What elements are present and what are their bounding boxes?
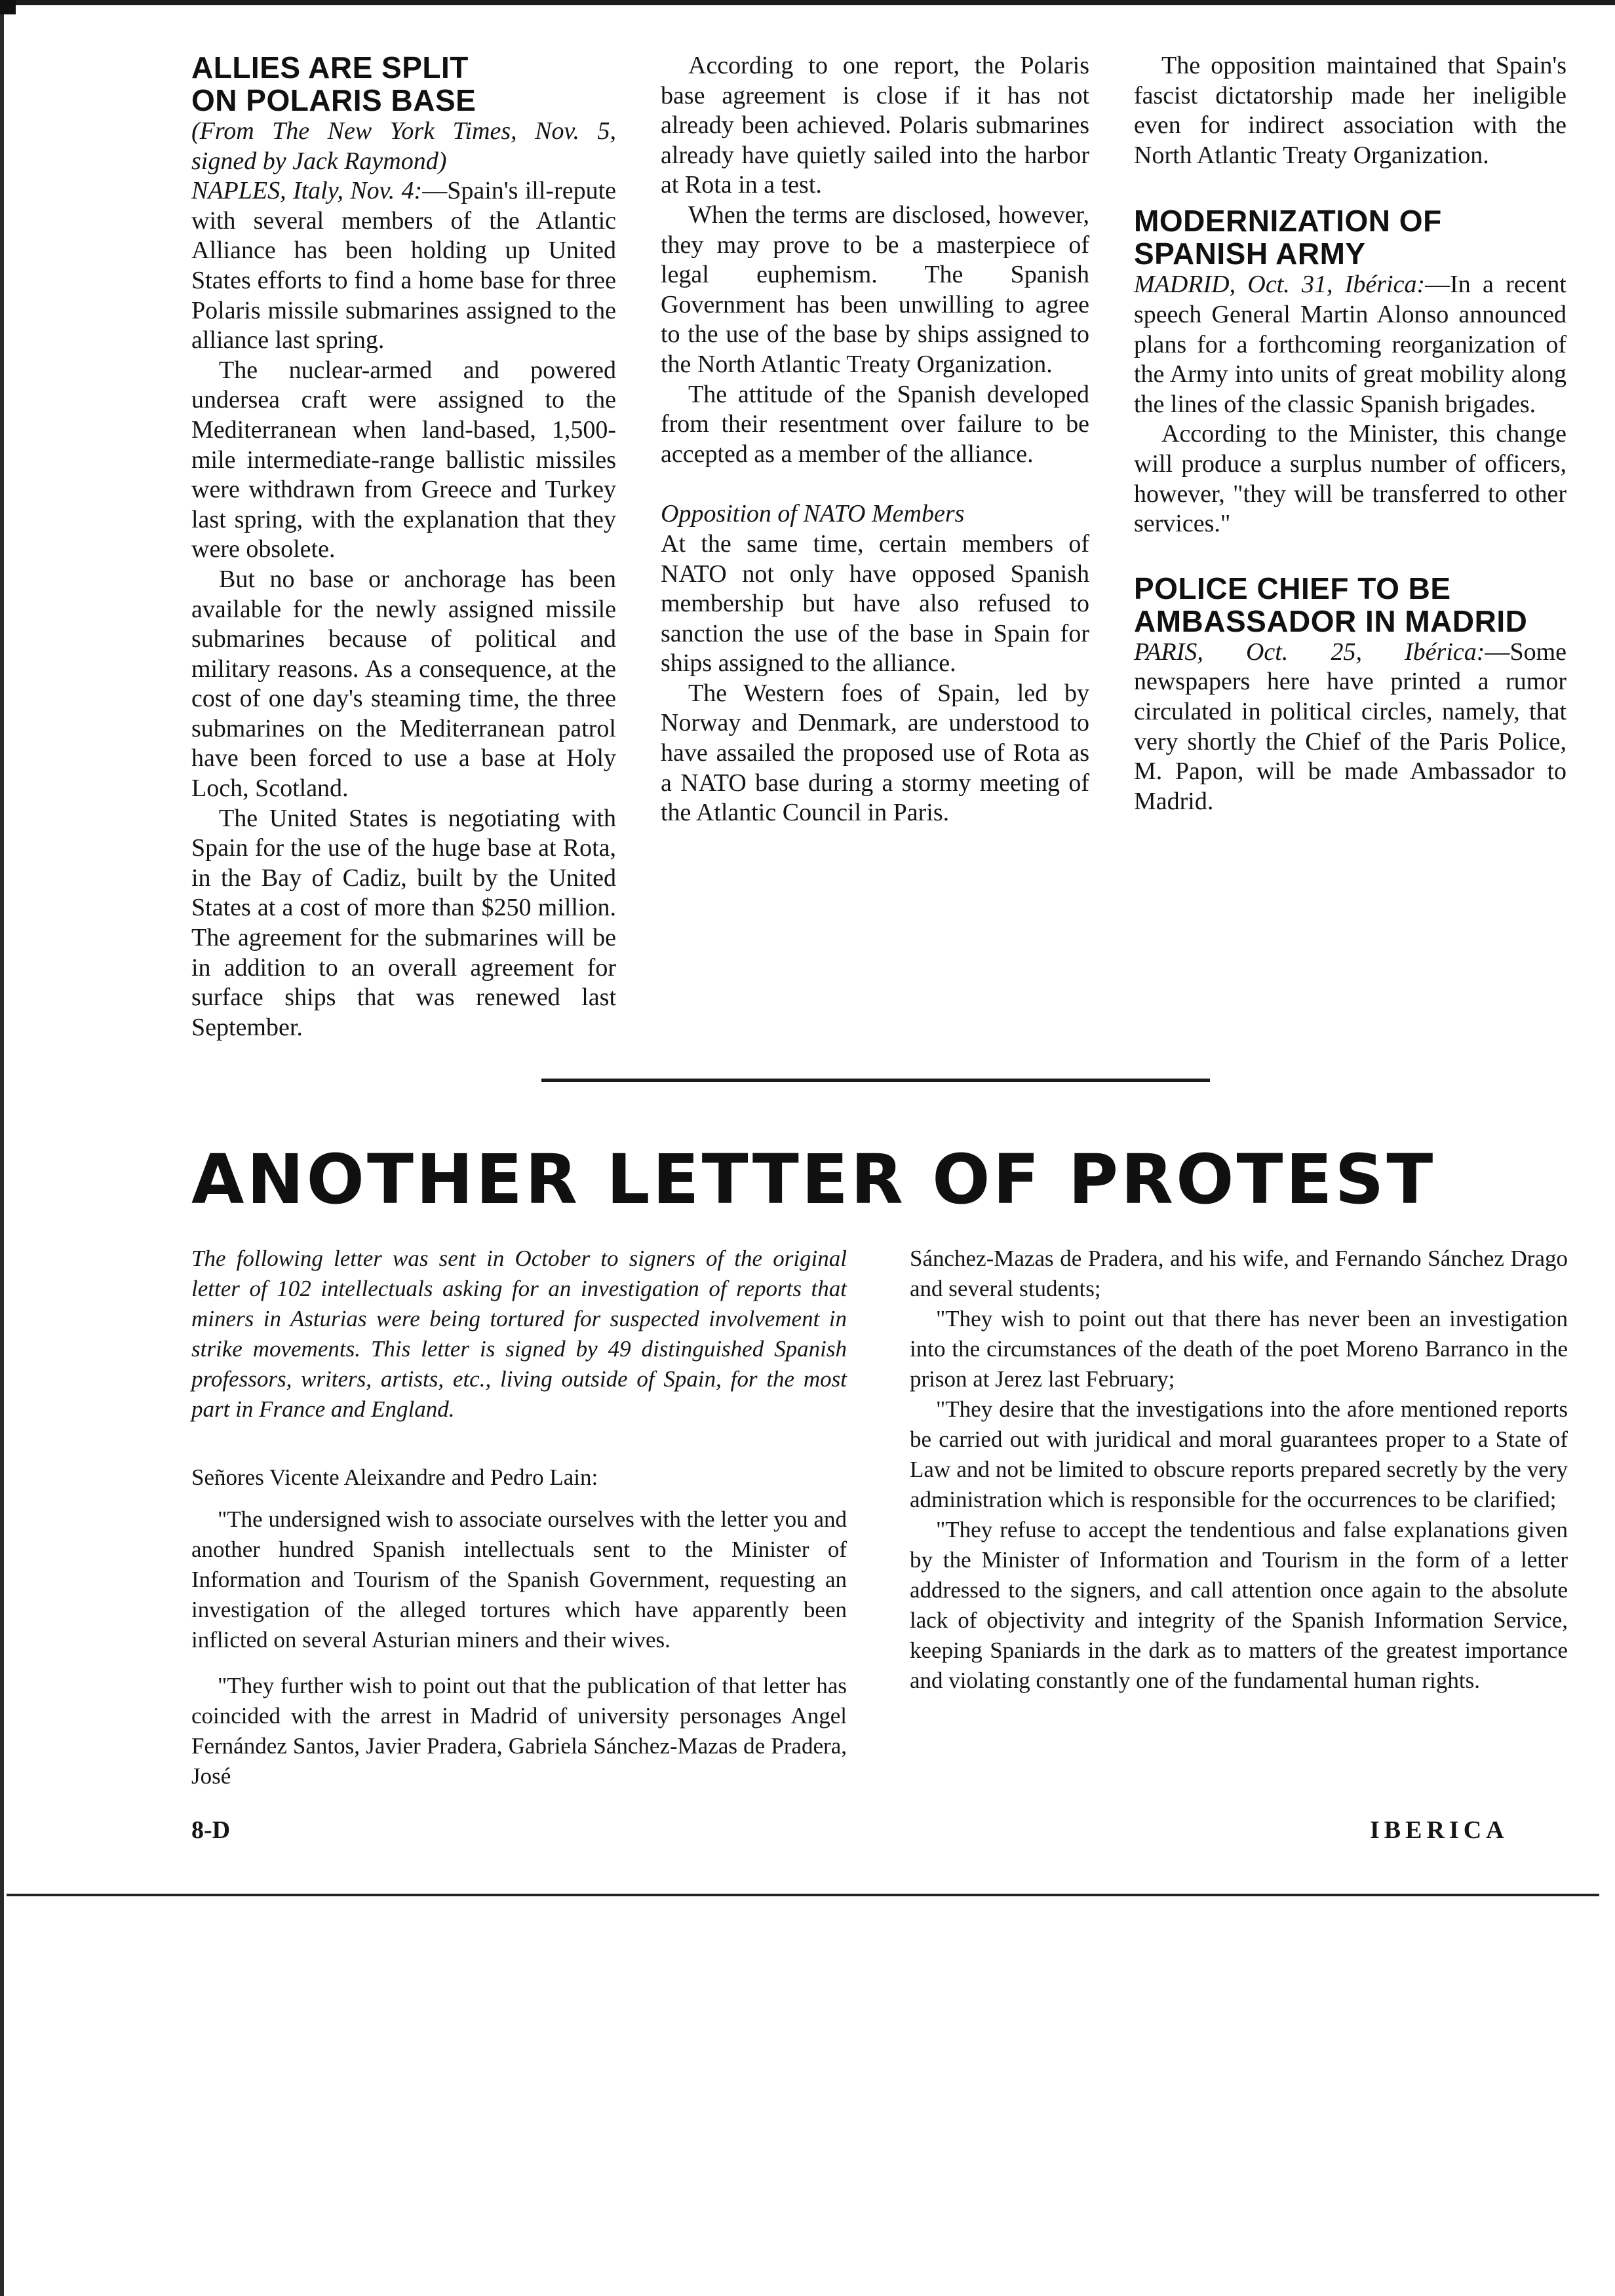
article-paragraph: According to one report, the Polaris base agreement is close if it has not already been achieved. Polaris submarines already have quietly sailed into the harbor at Rota in a test. bbox=[661, 52, 1089, 199]
article-paragraph: PARIS, Oct. 25, Ibérica:—Some newspapers here have printed a rumor circulated in political circles, namely, that very shortly the Chief of the Paris Police, M. Papon, will be made Ambassador to Madrid. bbox=[1134, 638, 1566, 815]
subheading-opposition: Opposition of NATO Members bbox=[661, 500, 965, 528]
page-bottom-rule bbox=[7, 1894, 1599, 1896]
article-paragraph: The Western foes of Spain, led by Norway and Denmark, are understood to have assailed the proposed use of Rota as a NATO base during a stormy meeting of the Atlantic Council in Paris. bbox=[661, 679, 1089, 827]
letter-intro: The following letter was sent in October to signers of the original letter of 102 intellectuals asking for an investigation of reports that miners in Asturias were being tortured for suspected involvement in strike movements. This letter is signed by 49 distinguished Spanish professors, writers, artists, etc., living outside of Spain, for the most part in France and England. bbox=[191, 1246, 847, 1422]
headline-polaris: ALLIES ARE SPLIT ON POLARIS BASE bbox=[191, 50, 477, 117]
letter-paragraph: "They desire that the investigations into the afore mentioned reports be carried out with juridical and moral guarantees proper to a State of Law and not be limited to obscure reports prepared secretly by the very administration which is responsible for the occurrences to be clarified; bbox=[910, 1396, 1568, 1512]
dateline: MADRID, Oct. 31, Ibérica: bbox=[1134, 271, 1426, 299]
letter-paragraph: Sánchez-Mazas de Pradera, and his wife, and Fernando Sánchez Drago and several students; bbox=[910, 1246, 1568, 1301]
article-paragraph: When the terms are disclosed, however, they may prove to be a masterpiece of legal euphemism. The Spanish Government has been unwilling to agree to the use of the base by ships assigned to the North Atlantic Treaty Organization. bbox=[661, 201, 1089, 378]
article-paragraph: But no base or anchorage has been available for the newly assigned missile submarines because of political and military reasons. As a consequence, at the cost of one day's steaming time, the three submarines on the Mediterranean patrol have been forced to use a base at Holy Loch, Scotland. bbox=[191, 565, 616, 803]
section-divider bbox=[541, 1079, 1210, 1082]
dateline: NAPLES, Italy, Nov. 4: bbox=[191, 177, 423, 205]
headline-police-chief: POLICE CHIEF TO BE AMBASSADOR IN MADRID bbox=[1134, 571, 1528, 638]
article-paragraph: According to the Minister, this change will produce a surplus number of officers, however, "they will be transferred to other services." bbox=[1134, 420, 1566, 538]
letter-paragraph: "The undersigned wish to associate ourselves with the letter you and another hundred Spanish intellectuals sent to the Minister of Information and Tourism of the Spanish Government, requesting an investigation of the alleged tortures which have apparently been inflicted on several Asturian miners and their wives. bbox=[191, 1506, 847, 1653]
article-source-line: (From The New York Times, Nov. 5, signed by Jack Raymond) bbox=[191, 117, 616, 175]
page-edge-top bbox=[0, 0, 1615, 5]
dateline: PARIS, Oct. 25, Ibérica: bbox=[1134, 638, 1485, 666]
letter-paragraph: "They refuse to accept the tendentious and false explanations given by the Minister of Information and Tourism in the form of a letter addressed to the signers, and call attention once again to the absolute lack of objectivity and integrity of the Spanish Information Service, keeping Spaniards in the dark as to matters of the greatest importance and violating constantly one of the fundamental human rights. bbox=[910, 1517, 1568, 1693]
page-edge-left bbox=[0, 0, 4, 2296]
letter-paragraph: "They further wish to point out that the publication of that letter has coincided with the arrest in Madrid of university personages Angel Fernández Santos, Javier Pradera, Gabriela Sánchez-Mazas de Pradera, José bbox=[191, 1673, 847, 1789]
headline-army: MODERNIZATION OF SPANISH ARMY bbox=[1134, 204, 1442, 271]
article-paragraph: The opposition maintained that Spain's fascist dictatorship made her ineligible even for indirect association with the North Atlantic Treaty Organization. bbox=[1134, 52, 1566, 169]
publication-name: IBERICA bbox=[1370, 1816, 1509, 1844]
article-paragraph: At the same time, certain members of NATO not only have opposed Spanish membership but have also refused to sanction the use of the base in Spain for ships assigned to the alliance. bbox=[661, 529, 1089, 678]
right-news-column bbox=[1134, 51, 1566, 816]
page-number: 8-D bbox=[191, 1816, 231, 1844]
article-polaris-column-1 bbox=[191, 51, 616, 1043]
article-paragraph: MADRID, Oct. 31, Ibérica:—In a recent speech General Martin Alonso announced plans for a forthcoming reorganization of the Army into units of great mobility along the lines of the classic Spanish brigades. bbox=[1134, 271, 1566, 418]
letter-column-right bbox=[910, 1244, 1568, 1696]
letter-column-left bbox=[191, 1244, 847, 1791]
page-corner-mark bbox=[0, 0, 16, 14]
letter-paragraph: "They wish to point out that there has never been an investigation into the circumstances of the death of the poet Moreno Barranco in the prison at Jerez last February; bbox=[910, 1306, 1568, 1392]
article-paragraph: The United States is negotiating with Spain for the use of the huge base at Rota, in the Bay of Cadiz, built by the United States at a cost of more than $250 million. The agreement for the submarines will be in addition to an overall agreement for surface ships that was renewed last September. bbox=[191, 804, 616, 1041]
letter-title: ANOTHER LETTER OF PROTEST bbox=[191, 1139, 1436, 1219]
article-paragraph: The nuclear-armed and powered undersea craft were assigned to the Mediterranean when land-based, 1,500-mile intermediate-range ballistic missiles were withdrawn from Greece and Turkey last spring, with the explanation that they were obsolete. bbox=[191, 356, 616, 564]
article-paragraph: NAPLES, Italy, Nov. 4:—Spain's ill-repute with several members of the Atlantic Alliance has been holding up United States efforts to find a home base for three Polaris missile submarines assigned to the alliance last spring. bbox=[191, 177, 616, 354]
article-paragraph: The attitude of the Spanish developed from their resentment over failure to be accepted as a member of the alliance. bbox=[661, 380, 1089, 468]
article-polaris-column-2 bbox=[661, 51, 1089, 828]
letter-salutation: Señores Vicente Aleixandre and Pedro Lain: bbox=[191, 1464, 598, 1490]
